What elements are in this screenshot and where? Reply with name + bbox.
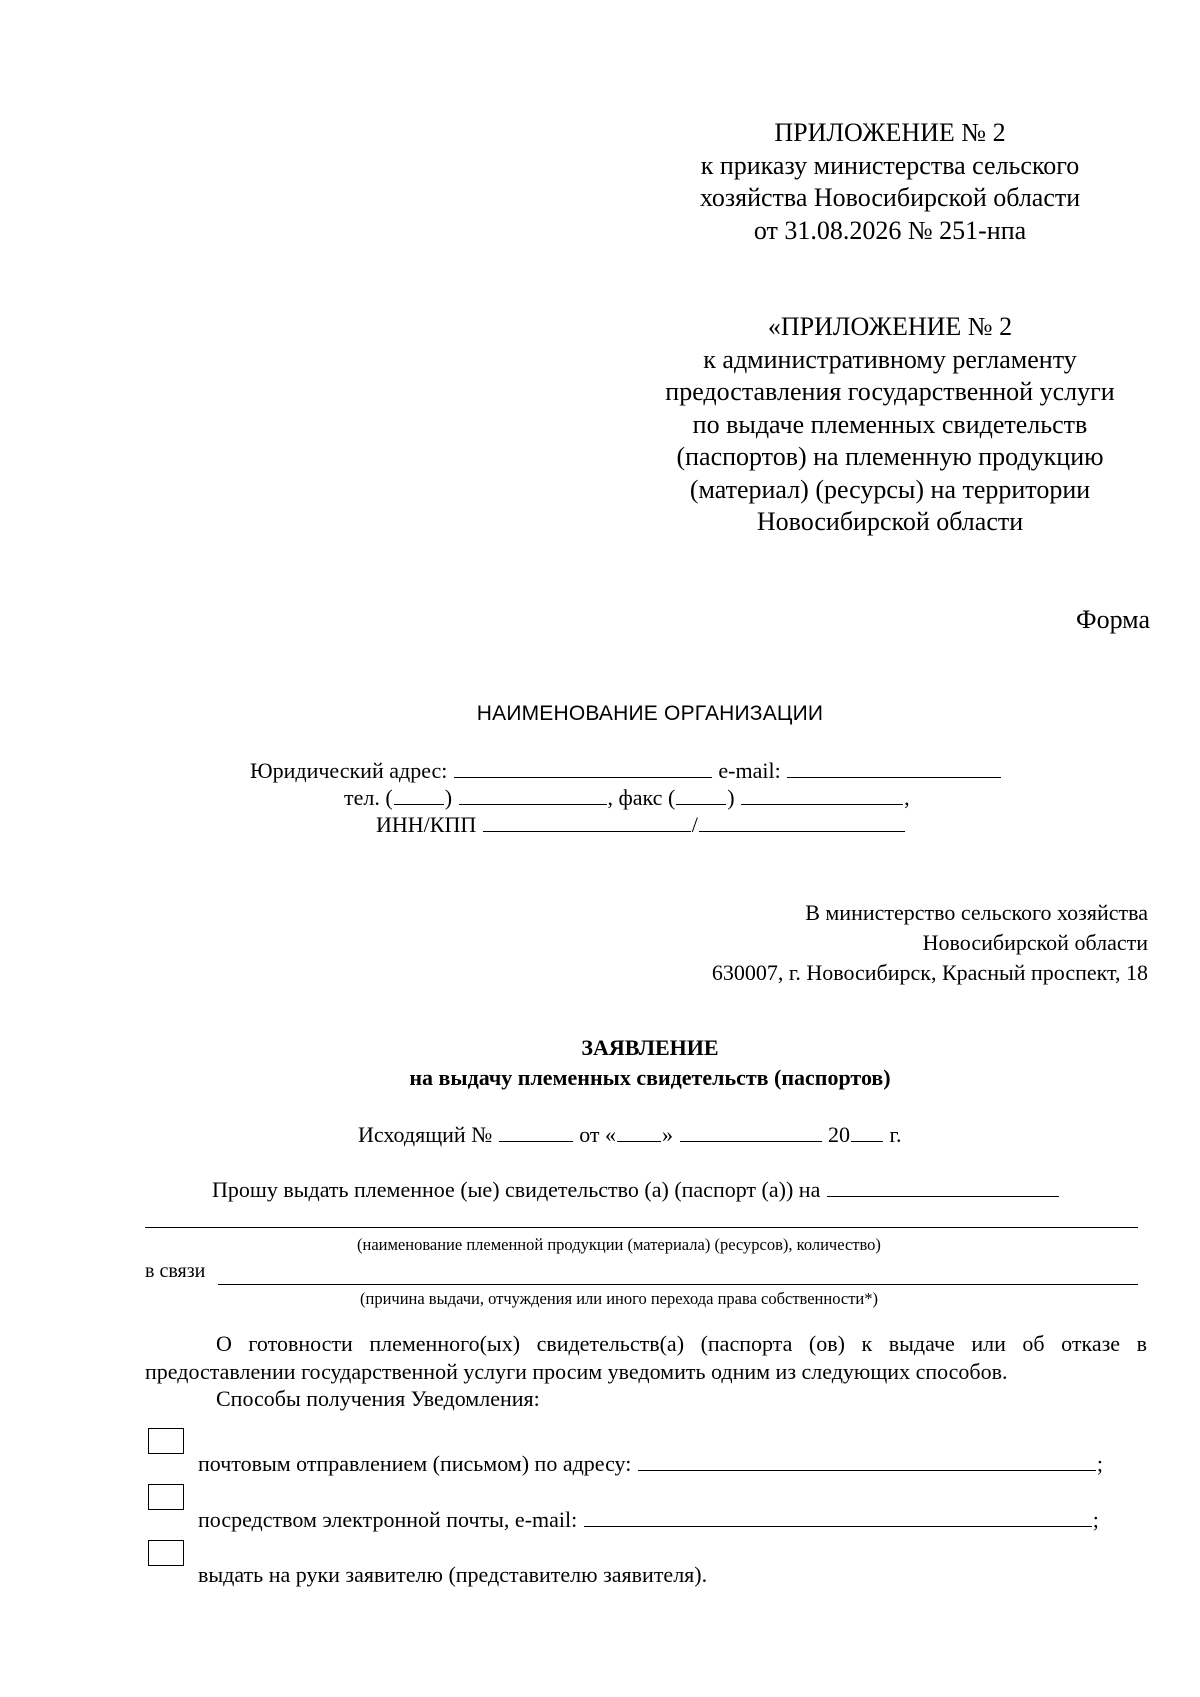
appendix-order-header <box>640 117 1140 247</box>
notification-ways-label: Способы получения Уведомления: <box>216 1386 540 1411</box>
appendix-regulation-line: (материал) (ресурсы) на территории <box>689 474 1091 504</box>
reason-field[interactable] <box>218 1284 1138 1285</box>
kpp-field[interactable] <box>699 811 905 832</box>
trailing-comma: , <box>904 785 910 810</box>
appendix-regulation-line: по выдаче племенных свидетельств <box>692 409 1088 439</box>
appendix-order-line: ПРИЛОЖЕНИЕ № 2 <box>774 118 1006 147</box>
request-row <box>212 1176 1060 1203</box>
email-label: e-mail: <box>718 758 781 783</box>
legal-address-label: Юридический адрес: <box>250 758 448 783</box>
request-text: Прошу выдать племенное (ые) свидетельство (а) (паспорт (а)) на <box>212 1177 821 1202</box>
outgoing-number-row <box>358 1121 902 1148</box>
postal-end: ; <box>1096 1451 1104 1476</box>
appendix-regulation-header <box>620 311 1160 539</box>
inn-kpp-row <box>376 811 906 838</box>
notification-text: О готовности племенного(ых) свидетельств(а) (паспорта (ов) к выдаче или об отказе в предоставлении государственной услуги просим уведомить одним из следующих способов. <box>145 1331 1147 1384</box>
recipient-block <box>712 898 1148 988</box>
email-field[interactable] <box>787 757 1001 778</box>
notify-email-field[interactable] <box>584 1506 1092 1527</box>
inn-separator: / <box>691 812 698 837</box>
appendix-order-line: хозяйства Новосибирской области <box>699 183 1081 212</box>
legal-address-field[interactable] <box>454 757 712 778</box>
outgoing-year-field[interactable] <box>851 1121 883 1142</box>
request-product-field[interactable] <box>827 1176 1059 1197</box>
title-sub: на выдачу племенных свидетельств (паспортов) <box>409 1065 891 1090</box>
fax-code-field[interactable] <box>676 784 726 805</box>
appendix-regulation-line: «ПРИЛОЖЕНИЕ № 2 <box>767 312 1013 341</box>
due-to-label: в связи <box>145 1260 206 1282</box>
appendix-order-line: от 31.08.2026 № 251-нпа <box>753 215 1027 245</box>
postal-checkbox[interactable] <box>148 1428 184 1454</box>
outgoing-number-field[interactable] <box>499 1121 573 1142</box>
notification-paragraph <box>145 1330 1147 1386</box>
outgoing-label: Исходящий № <box>358 1122 493 1147</box>
recipient-line: 630007, г. Новосибирск, Красный проспект, 18 <box>711 960 1148 985</box>
recipient-line: Новосибирской области <box>922 930 1148 955</box>
outgoing-year-prefix: 20 <box>828 1122 851 1147</box>
appendix-order-line: к приказу министерства сельского <box>700 150 1080 180</box>
in-person-checkbox[interactable] <box>148 1540 184 1566</box>
email-checkbox[interactable] <box>148 1484 184 1510</box>
product-caption: (наименование племенной продукции (материала) (ресурсов), количество) <box>357 1235 881 1254</box>
fax-label: , факс ( <box>607 785 676 810</box>
phone-code-field[interactable] <box>394 784 444 805</box>
legal-address-row <box>250 757 1002 784</box>
outgoing-month-field[interactable] <box>680 1121 822 1142</box>
form-label: Форма <box>1076 605 1150 634</box>
phone-number-field[interactable] <box>459 784 607 805</box>
fax-close: ) <box>727 785 735 810</box>
postal-address-field[interactable] <box>638 1450 1096 1471</box>
postal-label: почтовым отправлением (письмом) по адресу: <box>198 1451 632 1476</box>
reason-caption: (причина выдачи, отчуждения или иного перехода права собственности*) <box>360 1289 878 1308</box>
inn-field[interactable] <box>483 811 691 832</box>
product-description-field[interactable] <box>145 1227 1138 1228</box>
appendix-regulation-line: предоставления государственной услуги <box>665 377 1115 406</box>
outgoing-day-field[interactable] <box>617 1121 661 1142</box>
appendix-regulation-line: (паспортов) на племенную продукцию <box>676 442 1104 471</box>
fax-number-field[interactable] <box>741 784 903 805</box>
phone-label: тел. ( <box>344 785 393 810</box>
appendix-regulation-line: к административному регламенту <box>703 344 1077 374</box>
in-person-label: выдать на руки заявителю (представителю заявителя). <box>198 1562 708 1587</box>
outgoing-year-suffix: г. <box>889 1122 902 1147</box>
outgoing-quote-close: » <box>662 1122 674 1147</box>
document-title <box>0 1033 1200 1093</box>
recipient-line: В министерство сельского хозяйства <box>805 900 1148 925</box>
email-option-label: посредством электронной почты, e-mail: <box>198 1507 578 1532</box>
phone-close: ) <box>444 785 453 810</box>
email-end: ; <box>1092 1507 1099 1532</box>
phone-fax-row <box>344 784 910 811</box>
inn-kpp-label: ИНН/КПП <box>376 812 477 837</box>
appendix-regulation-line: Новосибирской области <box>756 507 1024 536</box>
organization-name: НАИМЕНОВАНИЕ ОРГАНИЗАЦИИ <box>476 702 824 725</box>
outgoing-from-label: от « <box>579 1122 617 1147</box>
title-main: ЗАЯВЛЕНИЕ <box>581 1035 719 1060</box>
